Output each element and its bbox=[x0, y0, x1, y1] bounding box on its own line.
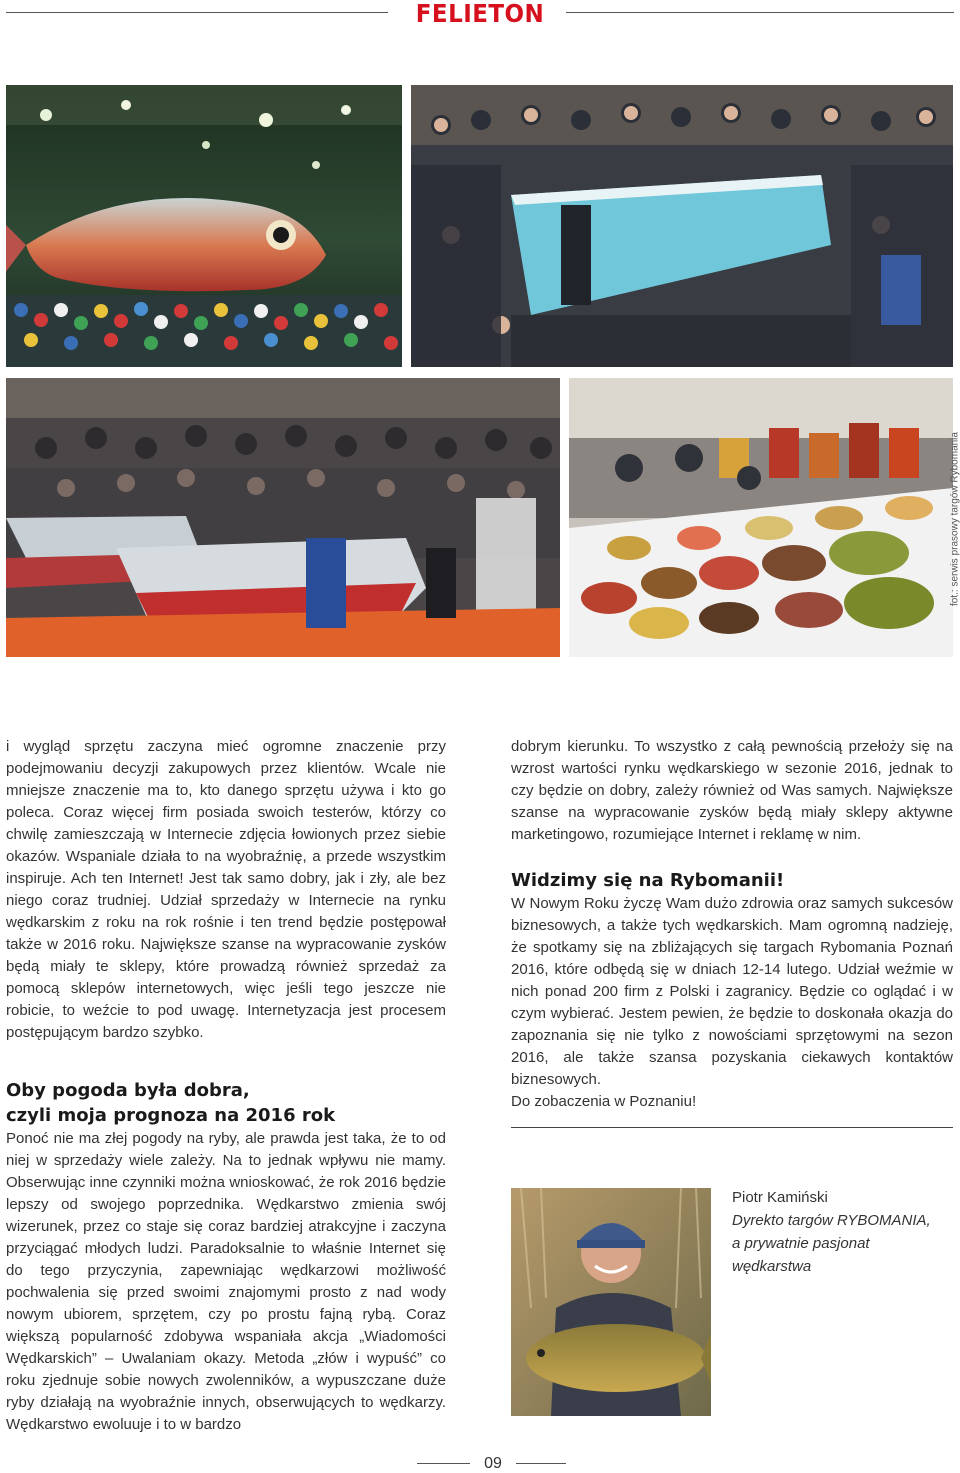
heading-line: Oby pogoda była dobra, bbox=[6, 1080, 250, 1101]
photo-author-with-carp bbox=[511, 1188, 711, 1416]
article-paragraph: Ponoć nie ma złej pogody na ryby, ale prawda jest taka, że to od niej w sprzedaży wiele zależy. Na to jednak wpływu nie mamy. Obserwując inne czynniki można wnioskować, że rok 2016 będzie lepszy od swojego poprzednika. Wędkarstwo zmienia swój wizerunek, przez co staje się coraz bardziej atrakcyjne i zaczyna przyciągać młodych ludzi. Paradoksalnie to właśnie Internet się do tego przyczynia, zapewniając wędkarzowi możliwość pochwalenia się przed swoimi znajomymi prosto z nad wody nowym ubiorem, sprzętem, czy po prostu fajną rybą. Coraz większą popularność zdobywa wspaniała akcja „Wiadomości Wędkarskich” – Uwalaniam okazy. Metoda „złów i wypuść” co roku zjednuje sobie nowych zwolenników, a wypuszczane duże ryby działają na wyobraźnie innych, obserwujących to wędkarzy. Wędkarstwo ewoluuje i to w bardzo bbox=[6, 1130, 446, 1433]
section-title: FELIETON bbox=[415, 0, 545, 28]
article-paragraph: i wygląd sprzętu zaczyna mieć ogromne znaczenie przy podejmowaniu decyzji zakupowych przez klientów. Wcale nie mniejsze znaczenie ma to, kto danego sprzętu używa i kto go poleca. Coraz więcej firm posiada swoich testerów, którzy co chwilę zamieszczają w Internecie zdjęcia łowionych przez siebie okazów. Wspaniale działa to na wyobraźnię, a przede wszystkim inspiruje. Ach ten Internet! Jest tak samo dobry, jak i zły, ale bez niego coraz trudniej. Udział sprzedaży w Internecie na rynku wędkarskim z roku na rok rośnie i ten trend będzie postępował także w 2016 roku. Największe szanse na wypracowanie zysków będą miały te sklepy, które prowadzą również sprzedaż za pomocą sklepów internetowych, więc jeśli tego jeszcze nie robicie, to weźcie to pod uwagę. Internetyzacja jest procesem postępującym bardzo szybko. bbox=[6, 738, 446, 1041]
photo-bait-stand bbox=[569, 378, 953, 657]
photo-credit: fot.: serwis prasowy targów Rybomania bbox=[949, 432, 960, 606]
article-right-column bbox=[511, 736, 953, 1113]
footer-rule-left bbox=[417, 1463, 470, 1464]
author-role: a prywatnie pasjonat wędkarstwa bbox=[732, 1235, 870, 1275]
author-info bbox=[732, 1186, 952, 1278]
photo-crowd-pool bbox=[411, 85, 953, 367]
section-heading: Widzimy się na Rybomanii! bbox=[511, 870, 785, 891]
author-role: Dyrekto targów RYBOMANIA, bbox=[732, 1212, 931, 1229]
author-divider bbox=[511, 1127, 953, 1128]
article-paragraph: dobrym kierunku. To wszystko z całą pewnością przełoży się na wzrost wartości rynku wędkarskiego w sezonie 2016, jednak to czy będzie on dobry, zależy również od Was samych. Największe szanse na wypracowanie zysków będą miały sklepy aktywne marketingowo, rozumiejące Internet i reklamę w nim. bbox=[511, 738, 953, 843]
photo-fish-lure-display bbox=[6, 85, 402, 367]
closing-line: Do zobaczenia w Poznaniu! bbox=[511, 1093, 697, 1110]
header-rule-left bbox=[6, 12, 388, 13]
header-rule-right bbox=[566, 12, 954, 13]
article-paragraph: W Nowym Roku życzę Wam dużo zdrowia oraz samych sukcesów biznesowych, a także tych wędkarskich. Mam ogromną nadzieję, że spotkamy się na zbliżających się targach Rybomania Poznań 2016, które odbędą się w dniach 12-14 lutego. Udział weźmie w nich ponad 200 firm z Polski i zagranicy. Będzie co oglądać i w czym wybierać. Jestem pewien, że będzie to doskonała okazja do zapoznania się nie tylko z nowościami sprzętowymi na sezon 2016, ale także szansa pozyskania ciekawych kontaktów biznesowych. bbox=[511, 895, 953, 1088]
author-name: Piotr Kamiński bbox=[732, 1189, 828, 1206]
footer-rule-right bbox=[516, 1463, 566, 1464]
heading-line: czyli moja prognoza na 2016 rok bbox=[6, 1105, 336, 1126]
section-heading bbox=[6, 1078, 446, 1128]
photo-boats-crowd bbox=[6, 378, 560, 657]
page-number: 09 bbox=[484, 1455, 502, 1472]
article-left-column bbox=[6, 736, 446, 1436]
